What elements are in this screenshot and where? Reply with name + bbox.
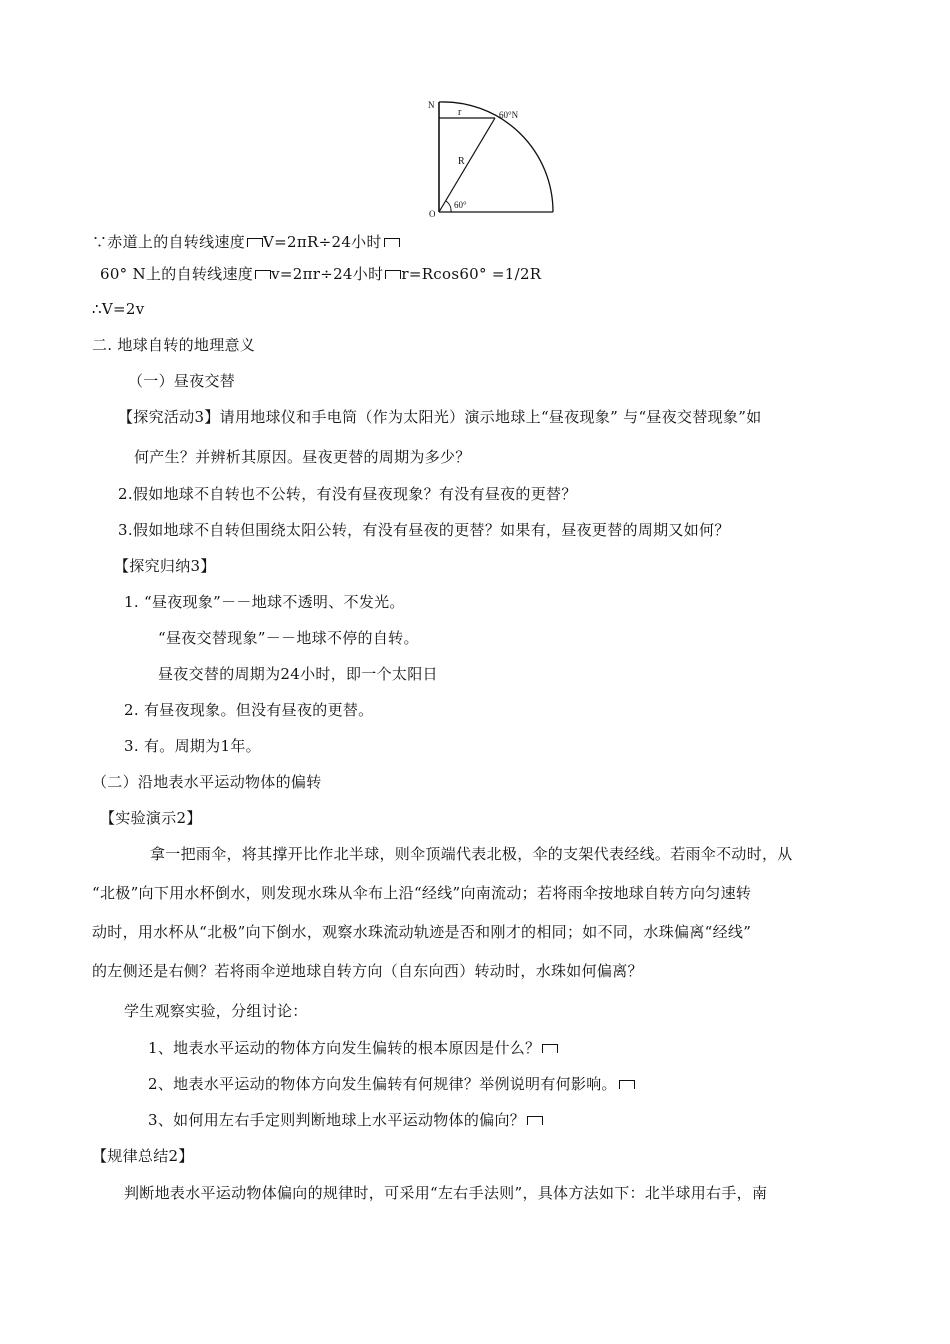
text-line bbox=[118, 519, 730, 541]
answer-1b: “昼夜交替现象”－－地球不停的自转。 bbox=[158, 629, 419, 647]
text-line bbox=[92, 231, 400, 253]
text-line bbox=[92, 298, 144, 320]
rule-text: 判断地表水平运动物体偏向的规律时，可采用“左右手法则”，具体方法如下：北半球用右手，南 bbox=[124, 1184, 768, 1202]
subsection-heading bbox=[92, 771, 322, 793]
discussion-q1: 1、地表水平运动的物体方向发生偏转的根本原因是什么？ bbox=[148, 1039, 541, 1057]
text-line bbox=[124, 1182, 767, 1204]
latitude-diagram bbox=[425, 96, 555, 218]
subsection-title: （一）昼夜交替 bbox=[128, 372, 236, 390]
experiment-para-4: 的左侧还是右侧？若将雨伞逆地球自转方向（自东向西）转动时，水珠如何偏离？ bbox=[92, 962, 643, 980]
equator-speed-text: ∵赤道上的自转线速度 bbox=[92, 233, 246, 251]
text-line bbox=[100, 263, 541, 285]
discussion-intro: 学生观察实验，分组讨论： bbox=[124, 1002, 308, 1020]
text-line bbox=[148, 1109, 543, 1131]
text-line bbox=[118, 483, 577, 505]
small-radius-label: r bbox=[458, 107, 462, 118]
text-line bbox=[148, 1037, 558, 1059]
text-line bbox=[150, 843, 793, 865]
radius-formula: r=Rcos60° =1/2R bbox=[401, 265, 542, 283]
conclusion-formula: ∴V=2v bbox=[92, 300, 145, 318]
latitude-60n-label: 60°N bbox=[499, 110, 519, 120]
break-mark bbox=[542, 1044, 558, 1053]
text-line bbox=[158, 663, 438, 685]
text-line bbox=[92, 1145, 194, 1167]
angle-60-label: 60° bbox=[454, 200, 467, 210]
activity-text: 【探究活动3】请用地球仪和手电筒（作为太阳光）演示地球上“昼夜现象” 与“昼夜交替现象”如 bbox=[118, 408, 762, 426]
text-line bbox=[124, 591, 405, 613]
summary-heading: 【探究归纳3】 bbox=[114, 557, 216, 575]
lat60-speed-formula: v=2πr÷24小时 bbox=[271, 265, 384, 283]
break-mark bbox=[384, 238, 400, 247]
text-line bbox=[148, 1073, 635, 1095]
angle-arc bbox=[446, 201, 451, 212]
break-mark bbox=[619, 1080, 635, 1089]
answer-2: 2. 有昼夜现象。但没有昼夜的更替。 bbox=[124, 701, 374, 719]
discussion-q2: 2、地表水平运动的物体方向发生偏转有何规律？举例说明有何影响。 bbox=[148, 1075, 617, 1093]
question-3: 3.假如地球不自转但围绕太阳公转，有没有昼夜的更替？如果有，昼夜更替的周期又如何？ bbox=[118, 521, 730, 539]
subsection-heading bbox=[128, 370, 235, 392]
text-line bbox=[134, 446, 471, 468]
answer-1c: 昼夜交替的周期为24小时，即一个太阳日 bbox=[158, 665, 438, 683]
break-mark bbox=[527, 1116, 543, 1125]
text-line bbox=[92, 882, 751, 904]
text-line bbox=[92, 960, 643, 982]
text-line bbox=[124, 735, 261, 757]
break-mark bbox=[255, 270, 271, 279]
experiment-para-1: 拿一把雨伞，将其撑开比作北半球，则伞顶端代表北极，伞的支架代表经线。若雨伞不动时，从 bbox=[150, 845, 793, 863]
text-line bbox=[92, 921, 751, 943]
discussion-q3: 3、如何用左右手定则判断地球上水平运动物体的偏向？ bbox=[148, 1111, 526, 1129]
text-line bbox=[114, 555, 216, 577]
section-title: 二. 地球自转的地理意义 bbox=[92, 336, 256, 354]
equator-speed-formula: V=2πR÷24小时 bbox=[263, 233, 382, 251]
north-pole-label: N bbox=[428, 100, 435, 110]
text-line bbox=[118, 406, 762, 428]
activity-text-cont: 何产生？并辨析其原因。昼夜更替的周期为多少？ bbox=[134, 448, 471, 466]
section-heading bbox=[92, 334, 255, 356]
answer-1: 1. “昼夜现象”－－地球不透明、不发光。 bbox=[124, 593, 405, 611]
experiment-heading: 【实验演示2】 bbox=[100, 809, 202, 827]
text-line bbox=[100, 807, 202, 829]
lat60-speed-text: 60° N上的自转线速度 bbox=[100, 265, 254, 283]
break-mark bbox=[247, 238, 263, 247]
subsection-title-2: （二）沿地表水平运动物体的偏转 bbox=[92, 773, 322, 791]
experiment-para-2: “北极”向下用水杯倒水，则发现水珠从伞布上沿“经线”向南流动；若将雨伞按地球自转方向匀速转 bbox=[92, 884, 752, 902]
answer-3: 3. 有。周期为1年。 bbox=[124, 737, 261, 755]
text-line bbox=[124, 699, 373, 721]
break-mark bbox=[385, 270, 401, 279]
earth-radius-label: R bbox=[458, 156, 465, 167]
rule-heading: 【规律总结2】 bbox=[92, 1147, 194, 1165]
earth-radius-line bbox=[439, 118, 495, 212]
text-line bbox=[124, 1000, 308, 1022]
origin-label: O bbox=[429, 209, 436, 218]
question-2: 2.假如地球不自转也不公转，有没有昼夜现象？有没有昼夜的更替？ bbox=[118, 485, 577, 503]
experiment-para-3: 动时，用水杯从“北极”向下倒水，观察水珠流动轨迹是否和刚才的相同；如不同，水珠偏离“经线” bbox=[92, 923, 752, 941]
text-line bbox=[158, 627, 419, 649]
